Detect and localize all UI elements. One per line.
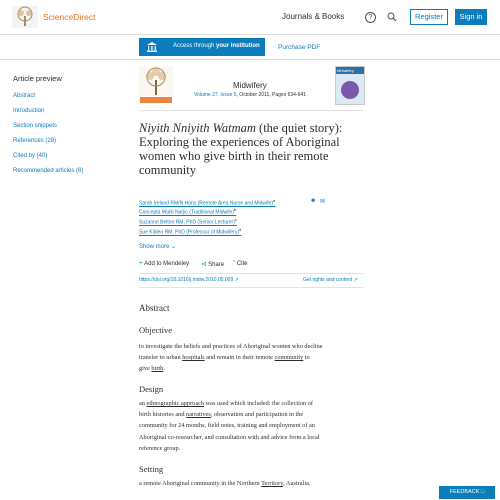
- access-prefix: Access through: [173, 43, 217, 49]
- narratives-link[interactable]: narratives: [186, 411, 211, 419]
- author-link[interactable]: [139, 198, 275, 207]
- setting-line-1: [139, 478, 369, 489]
- top-header: [0, 0, 500, 34]
- sidebar-item-abstract[interactable]: Abstract: [13, 93, 36, 99]
- doi-divider-bottom: [139, 287, 363, 288]
- person-icon[interactable]: ☻: [310, 198, 317, 204]
- sidebar-item-introduction[interactable]: Introduction: [13, 108, 45, 114]
- cite-button[interactable]: [233, 260, 248, 267]
- elsevier-tree-logo-icon[interactable]: [12, 6, 38, 28]
- cover-art: [341, 81, 359, 99]
- author-affiliation-sup: c: [234, 217, 237, 222]
- article-title-rest: (the quiet story): Exploring the experiences of Aboriginal women who give birth in their remote community: [139, 121, 343, 177]
- share-icon: ⊲: [201, 261, 207, 268]
- author-link[interactable]: [139, 217, 237, 226]
- journal-divider: [139, 110, 363, 111]
- design-text: [139, 398, 369, 454]
- access-label: [173, 43, 260, 49]
- author-name[interactable]: Sarah Ireland RM/N Hons (Remote Area Nurse and Midwife): [139, 200, 273, 207]
- text-span: , observation and participation in the: [210, 411, 304, 419]
- sidebar-item-section-snippets[interactable]: Section snippets: [13, 123, 58, 129]
- sign-in-button[interactable]: Sign in: [455, 9, 487, 25]
- design-heading: Design: [139, 384, 164, 394]
- brand-name[interactable]: ScienceDirect: [43, 12, 96, 22]
- objective-heading: Objective: [139, 325, 173, 335]
- sidebar-title: Article preview: [13, 74, 62, 83]
- volume-issue-link[interactable]: Volume 27, Issue 5: [194, 92, 237, 98]
- chat-icon: □: [480, 489, 485, 495]
- author-affiliation-sup: d: [239, 227, 242, 232]
- text-span: and remain in their remote: [204, 354, 275, 362]
- author-affiliation-sup: a: [272, 198, 276, 203]
- header-divider: [0, 34, 500, 35]
- article-title: [139, 121, 371, 177]
- access-institution-button[interactable]: [139, 38, 265, 56]
- volume-info: [194, 92, 306, 98]
- share-label: Share: [208, 262, 225, 268]
- external-arrow-icon: ↗: [234, 277, 239, 283]
- author-link[interactable]: [139, 207, 236, 216]
- text-span: an: [139, 400, 147, 407]
- rights-text: Get rights and content: [303, 277, 353, 283]
- journal-name-link[interactable]: Midwifery: [233, 81, 267, 90]
- share-button[interactable]: [201, 260, 224, 268]
- text-span: transfer to urban: [139, 354, 183, 362]
- setting-text: [139, 478, 369, 489]
- design-line-3: community for 24 months, field notes, training and employment of an: [139, 422, 315, 430]
- text-span: was used which included: the collection of: [204, 400, 314, 407]
- author-name[interactable]: Suzanne Belton RM, PhD (Senior Lecturer): [139, 219, 235, 226]
- cite-label: Cite: [236, 261, 248, 267]
- text-span: a remote Aboriginal community in the Northern: [139, 480, 262, 487]
- rights-link[interactable]: [303, 277, 358, 283]
- journal-cover-image[interactable]: [335, 66, 365, 105]
- ethnographic-approach-link[interactable]: ethnographic approach: [146, 400, 205, 407]
- feedback-label: FEEDBACK: [449, 489, 480, 495]
- doi-text: https://doi.org/10.1016/j.midw.2010.05.009: [139, 277, 234, 283]
- feedback-button[interactable]: [439, 486, 495, 499]
- setting-heading: Setting: [139, 464, 164, 474]
- objective-line-2: [139, 352, 369, 363]
- doi-link[interactable]: [139, 277, 239, 283]
- chevron-down-icon: ⌄: [171, 244, 177, 250]
- add-to-mendeley-button[interactable]: [139, 260, 189, 267]
- access-bold: your institution: [216, 43, 260, 49]
- author-name[interactable]: Concepta Wulili Narjic (Traditional Midwife): [139, 209, 235, 216]
- author-link[interactable]: [139, 227, 241, 236]
- journals-books-link[interactable]: Journals & Books: [282, 12, 345, 21]
- sidebar-item-recommended[interactable]: Recommended articles (6): [13, 168, 84, 174]
- text-span: to: [303, 354, 310, 362]
- show-more-button[interactable]: [139, 243, 176, 250]
- text-span: birth histories and: [139, 411, 187, 419]
- quote-icon: ”: [233, 260, 236, 267]
- sidebar-item-cited-by[interactable]: Cited by (40): [13, 153, 48, 159]
- sidebar-item-references[interactable]: References (29): [13, 138, 57, 144]
- institution-icon: [147, 42, 157, 52]
- register-button[interactable]: Register: [410, 9, 448, 25]
- doi-divider-top: [139, 273, 363, 274]
- author-name[interactable]: Sue Kildea RM, PhD (Professor of Midwifery): [139, 229, 240, 236]
- elsevier-logo[interactable]: [139, 66, 173, 104]
- article-title-italic: Niyith Nniyith Watmam: [139, 121, 256, 135]
- design-line-2: [139, 409, 369, 420]
- external-arrow-icon: ↗: [353, 277, 358, 283]
- volume-date-pages: , October 2011, Pages 634-641: [236, 92, 306, 98]
- design-line-1: [139, 398, 369, 409]
- objective-line-3: [139, 363, 369, 374]
- design-line-4: Aboriginal co-researcher, and consultation with and advice from a local: [139, 433, 320, 441]
- text-span: .: [163, 365, 165, 373]
- show-more-label: Show more: [139, 244, 170, 250]
- author-affiliation-sup: b: [234, 207, 237, 212]
- territory-link[interactable]: Territory: [261, 480, 284, 487]
- purchase-pdf-link[interactable]: Purchase PDF: [278, 44, 321, 51]
- help-icon[interactable]: ?: [365, 12, 376, 23]
- text-span: , Australia.: [283, 480, 311, 487]
- text-span: give: [139, 365, 152, 373]
- cover-title: Midwifery: [337, 68, 354, 73]
- objective-line-1: to investigate the beliefs and practices of Aboriginal women who decline: [139, 343, 323, 350]
- access-divider: [0, 59, 500, 60]
- envelope-icon[interactable]: ✉: [320, 199, 326, 205]
- birth-link[interactable]: birth: [151, 365, 164, 373]
- search-icon[interactable]: [387, 12, 397, 22]
- plus-icon: +: [139, 260, 143, 267]
- community-link[interactable]: community: [274, 354, 304, 362]
- design-line-5: reference group.: [139, 444, 181, 452]
- objective-text: [139, 341, 369, 375]
- hospitals-link[interactable]: hospitals: [182, 354, 205, 362]
- mendeley-label: Add to Mendeley: [144, 261, 190, 267]
- abstract-heading: Abstract: [139, 303, 170, 313]
